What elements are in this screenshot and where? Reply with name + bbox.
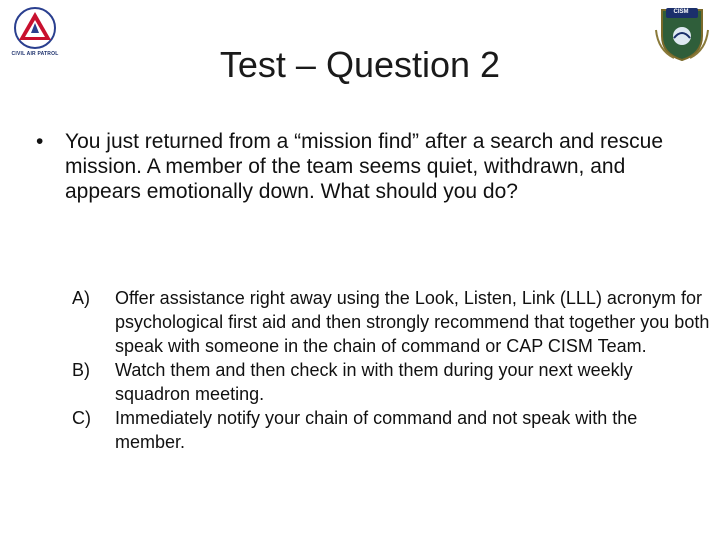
option-c xyxy=(72,406,712,454)
option-b xyxy=(72,358,712,406)
option-a xyxy=(72,286,712,358)
option-letter: B) xyxy=(72,360,90,380)
option-letter: A) xyxy=(72,288,90,308)
logo-caption: CIVIL AIR PATROL xyxy=(11,51,59,57)
civil-air-patrol-logo xyxy=(8,6,62,62)
question-block xyxy=(36,129,676,204)
cism-shield-logo xyxy=(652,6,712,62)
option-text: Watch them and then check in with them during your next weekly squadron meeting. xyxy=(115,360,633,404)
option-letter: C) xyxy=(72,408,91,428)
slide-title: Test – Question 2 xyxy=(219,44,501,85)
bullet-icon: • xyxy=(36,130,44,153)
option-text: Offer assistance right away using the Look, Listen, Link (LLL) acronym for psychological first aid and then strongly recommend that together you both speak with someone in the chain of command or CAP CISM Team. xyxy=(115,288,710,356)
answer-options xyxy=(72,286,712,454)
logo-tag: CISM xyxy=(673,9,689,15)
question-text: You just returned from a “mission find” after a search and rescue mission. A member of the team seems quiet, withdrawn, and appears emotionally down. What should you do? xyxy=(65,130,664,203)
option-text: Immediately notify your chain of command and not speak with the member. xyxy=(115,408,638,452)
